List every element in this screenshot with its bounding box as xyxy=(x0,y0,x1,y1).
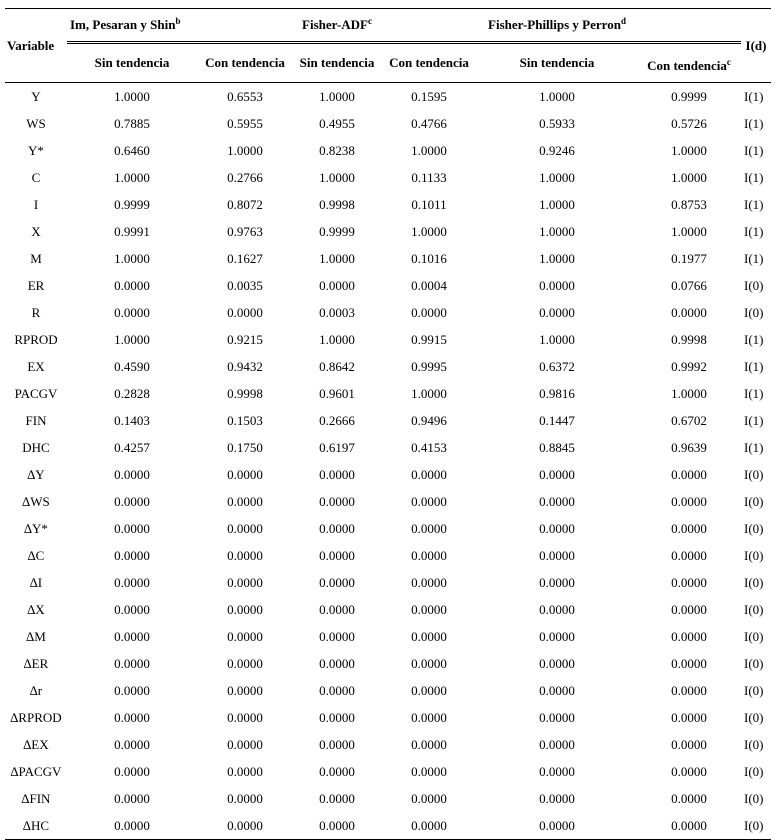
cell-variable: ∆r xyxy=(29,682,43,698)
cell-pp-con: 0.0000 xyxy=(671,493,707,509)
cell-ips-con: 0.9215 xyxy=(227,331,263,347)
cell-order: I(0) xyxy=(744,601,764,617)
cell-adf-sin: 1.0000 xyxy=(319,88,355,104)
cell-ips-con: 0.6553 xyxy=(227,88,263,104)
table-row xyxy=(5,677,771,704)
cell-order: I(1) xyxy=(744,358,764,374)
cell-ips-sin: 0.0000 xyxy=(114,304,150,320)
header-group-ips-label: Im, Pesaran y Shin xyxy=(70,17,176,32)
header-group-adf-sup: c xyxy=(367,16,372,26)
cell-adf-sin: 0.9999 xyxy=(319,223,355,239)
cell-variable: ∆HC xyxy=(5,812,67,840)
table-row xyxy=(5,650,771,677)
cell-variable: ∆FIN xyxy=(21,790,51,806)
cell-adf-sin: 0.9601 xyxy=(319,385,355,401)
cell-order: I(1) xyxy=(744,412,764,428)
table-row xyxy=(5,704,771,731)
cell-variable: I xyxy=(33,196,39,212)
table-row xyxy=(5,272,771,299)
cell-ips-con: 0.0000 xyxy=(227,547,263,563)
cell-ips-con: 0.0000 xyxy=(227,709,263,725)
table-row xyxy=(5,353,771,380)
cell-variable: ∆EX xyxy=(23,736,49,752)
header-row-sub xyxy=(5,44,771,83)
cell-adf-con: 0.0000 xyxy=(411,736,447,752)
table-row xyxy=(5,488,771,515)
cell-pp-sin: 0.9816 xyxy=(539,385,575,401)
header-group-ips xyxy=(67,8,197,44)
cell-variable: Y xyxy=(31,88,41,104)
cell-ips-sin: 0.4257 xyxy=(114,439,150,455)
cell-order: I(0) xyxy=(744,655,764,671)
cell-pp-con: 0.9998 xyxy=(671,331,707,347)
cell-order: I(1) xyxy=(744,142,764,158)
cell-ips-sin: 0.0000 xyxy=(114,682,150,698)
cell-ips-sin: 0.9991 xyxy=(114,223,150,239)
cell-pp-sin: 0.0000 xyxy=(539,763,575,779)
cell-variable: RPROD xyxy=(14,331,58,347)
table-row xyxy=(5,542,771,569)
cell-ips-con: 0.8072 xyxy=(227,196,263,212)
cell-adf-con: 0.1016 xyxy=(411,250,447,266)
cell-adf-sin: 0.0000 xyxy=(319,574,355,590)
cell-adf-sin: 0.0000 xyxy=(293,812,381,840)
cell-ips-sin: 1.0000 xyxy=(114,88,150,104)
cell-ips-sin: 0.6460 xyxy=(114,142,150,158)
cell-adf-sin: 0.0000 xyxy=(319,736,355,752)
cell-pp-con: 0.0000 xyxy=(671,547,707,563)
cell-adf-con: 0.0000 xyxy=(411,601,447,617)
header-pp-con-label: Con tendencia xyxy=(647,58,727,73)
cell-order: I(1) xyxy=(744,169,764,185)
cell-pp-sin: 0.0000 xyxy=(539,682,575,698)
cell-variable: ∆WS xyxy=(22,493,50,509)
cell-ips-sin: 0.0000 xyxy=(114,520,150,536)
cell-pp-con: 0.9639 xyxy=(671,439,707,455)
cell-ips-con: 0.0000 xyxy=(227,574,263,590)
cell-variable: PACGV xyxy=(14,385,58,401)
cell-adf-sin: 0.0000 xyxy=(319,655,355,671)
cell-ips-sin: 1.0000 xyxy=(114,250,150,266)
cell-pp-sin: 1.0000 xyxy=(539,169,575,185)
cell-pp-sin: 0.0000 xyxy=(539,520,575,536)
cell-ips-sin: 0.7885 xyxy=(114,115,150,131)
cell-adf-con: 0.0000 xyxy=(411,466,447,482)
table-row xyxy=(5,731,771,758)
cell-ips-con: 1.0000 xyxy=(227,142,263,158)
cell-ips-sin: 0.0000 xyxy=(114,601,150,617)
cell-adf-con: 0.9496 xyxy=(411,412,447,428)
cell-pp-con: 0.8753 xyxy=(671,196,707,212)
cell-variable: M xyxy=(30,250,42,266)
cell-ips-sin: 1.0000 xyxy=(114,169,150,185)
cell-ips-sin: 0.0000 xyxy=(114,763,150,779)
cell-adf-con: 0.9915 xyxy=(411,331,447,347)
table-row xyxy=(5,461,771,488)
cell-pp-sin: 0.5933 xyxy=(539,115,575,131)
cell-ips-sin: 0.0000 xyxy=(114,655,150,671)
cell-order: I(1) xyxy=(744,115,764,131)
cell-adf-sin: 0.0000 xyxy=(319,520,355,536)
cell-adf-sin: 0.0000 xyxy=(319,628,355,644)
cell-order: I(1) xyxy=(744,223,764,239)
cell-ips-sin: 0.1403 xyxy=(114,412,150,428)
cell-pp-sin: 0.0000 xyxy=(539,277,575,293)
cell-order: I(1) xyxy=(744,88,764,104)
cell-adf-con: 0.0000 xyxy=(411,547,447,563)
cell-order: I(1) xyxy=(744,439,764,455)
table-row xyxy=(5,137,771,164)
cell-pp-con: 0.0000 xyxy=(671,736,707,752)
cell-pp-con: 0.9999 xyxy=(671,88,707,104)
cell-adf-con: 0.1011 xyxy=(411,196,447,212)
cell-adf-sin: 1.0000 xyxy=(319,169,355,185)
cell-ips-con: 0.9432 xyxy=(227,358,263,374)
cell-pp-con: 0.0000 xyxy=(671,601,707,617)
cell-pp-sin: 1.0000 xyxy=(539,88,575,104)
cell-pp-sin: 0.0000 xyxy=(539,574,575,590)
cell-pp-sin: 0.0000 xyxy=(539,493,575,509)
header-group-adf xyxy=(293,8,381,44)
cell-adf-sin: 0.6197 xyxy=(319,439,355,455)
table-row xyxy=(5,623,771,650)
cell-adf-con: 0.0004 xyxy=(411,277,447,293)
header-group-pp-gap xyxy=(637,8,741,44)
unit-root-table xyxy=(5,8,771,840)
header-pp-sin: Sin tendencia xyxy=(477,44,637,83)
cell-ips-con: 0.0000 xyxy=(227,655,263,671)
cell-ips-sin: 0.0000 xyxy=(114,547,150,563)
cell-adf-sin: 0.0003 xyxy=(319,304,355,320)
cell-adf-con: 0.4153 xyxy=(411,439,447,455)
cell-ips-sin: 0.0000 xyxy=(114,466,150,482)
cell-variable: DHC xyxy=(22,439,50,455)
cell-adf-sin: 0.8642 xyxy=(319,358,355,374)
cell-ips-sin: 0.2828 xyxy=(114,385,150,401)
cell-adf-con: 0.4766 xyxy=(411,115,447,131)
cell-adf-con: 0.0000 xyxy=(411,763,447,779)
cell-adf-con: 0.9995 xyxy=(411,358,447,374)
table-row xyxy=(5,191,771,218)
cell-pp-sin: 0.8845 xyxy=(539,439,575,455)
cell-adf-sin: 0.0000 xyxy=(319,493,355,509)
cell-pp-con: 1.0000 xyxy=(671,385,707,401)
cell-adf-con: 0.0000 xyxy=(411,574,447,590)
cell-order: I(1) xyxy=(744,385,764,401)
cell-pp-con: 0.0000 xyxy=(671,682,707,698)
header-adf-con: Con tendencia xyxy=(381,44,477,83)
header-variable: Variable xyxy=(5,8,67,83)
cell-variable: FIN xyxy=(25,412,47,428)
cell-adf-sin: 0.0000 xyxy=(319,790,355,806)
table-row xyxy=(5,218,771,245)
header-pp-con-sup: c xyxy=(726,57,731,67)
cell-variable: WS xyxy=(26,115,46,131)
cell-pp-con: 1.0000 xyxy=(671,223,707,239)
cell-order: I(0) xyxy=(744,709,764,725)
table-header xyxy=(5,8,771,83)
cell-adf-sin: 0.8238 xyxy=(319,142,355,158)
header-ips-con: Con tendencia xyxy=(197,44,293,83)
cell-pp-sin: 0.9246 xyxy=(539,142,575,158)
cell-order: I(0) xyxy=(744,493,764,509)
cell-adf-sin: 0.9998 xyxy=(319,196,355,212)
cell-adf-sin: 0.0000 xyxy=(319,277,355,293)
cell-order: I(0) xyxy=(744,547,764,563)
header-group-pp xyxy=(477,8,637,44)
table-row xyxy=(5,515,771,542)
cell-pp-sin: 1.0000 xyxy=(539,196,575,212)
cell-adf-con: 0.0000 xyxy=(411,493,447,509)
cell-order: I(1) xyxy=(744,250,764,266)
cell-ips-sin: 0.9999 xyxy=(114,196,150,212)
table-row xyxy=(5,407,771,434)
cell-ips-con: 0.0000 xyxy=(227,601,263,617)
cell-adf-sin: 0.0000 xyxy=(319,601,355,617)
table-row xyxy=(5,758,771,785)
cell-pp-con: 0.0000 xyxy=(637,812,741,840)
cell-ips-sin: 0.0000 xyxy=(114,277,150,293)
cell-order: I(0) xyxy=(744,763,764,779)
header-group-adf-label: Fisher-ADF xyxy=(302,17,368,32)
cell-variable: ∆X xyxy=(27,601,45,617)
cell-variable: ∆Y xyxy=(27,466,45,482)
header-group-pp-sup: d xyxy=(620,16,626,26)
cell-pp-con: 0.0000 xyxy=(671,304,707,320)
cell-pp-con: 0.9992 xyxy=(671,358,707,374)
table-row xyxy=(5,569,771,596)
cell-adf-sin: 1.0000 xyxy=(319,250,355,266)
header-group-ips-sup: b xyxy=(175,16,181,26)
cell-pp-sin: 0.6372 xyxy=(539,358,575,374)
cell-pp-sin: 1.0000 xyxy=(539,331,575,347)
cell-order: I(0) xyxy=(744,736,764,752)
cell-variable: ER xyxy=(27,277,45,293)
cell-pp-sin: 0.0000 xyxy=(539,628,575,644)
table-row xyxy=(5,164,771,191)
cell-pp-con: 0.0000 xyxy=(671,466,707,482)
cell-order: I(0) xyxy=(744,304,764,320)
cell-adf-con: 0.0000 xyxy=(411,682,447,698)
cell-pp-con: 0.6702 xyxy=(671,412,707,428)
cell-variable: C xyxy=(31,169,41,185)
header-pp-con xyxy=(637,44,741,83)
cell-order: I(0) xyxy=(744,520,764,536)
header-ips-sin: Sin tendencia xyxy=(67,44,197,83)
cell-pp-con: 0.0000 xyxy=(671,709,707,725)
cell-pp-sin: 0.0000 xyxy=(539,709,575,725)
cell-order: I(0) xyxy=(744,277,764,293)
cell-ips-con: 0.0000 xyxy=(197,812,293,840)
table-row xyxy=(5,596,771,623)
cell-variable: ∆PACGV xyxy=(10,763,62,779)
cell-pp-sin: 1.0000 xyxy=(539,223,575,239)
table-row xyxy=(5,380,771,407)
cell-pp-con: 0.0000 xyxy=(671,520,707,536)
cell-pp-sin: 0.0000 xyxy=(539,466,575,482)
header-group-adf-gap xyxy=(381,8,477,44)
cell-adf-sin: 0.0000 xyxy=(319,682,355,698)
cell-adf-sin: 0.0000 xyxy=(319,709,355,725)
cell-adf-con: 0.1133 xyxy=(411,169,447,185)
cell-adf-con: 0.0000 xyxy=(381,812,477,840)
cell-pp-con: 0.0766 xyxy=(671,277,707,293)
cell-pp-con: 0.0000 xyxy=(671,790,707,806)
cell-order: I(0) xyxy=(744,466,764,482)
table-row xyxy=(5,83,771,110)
table-row xyxy=(5,245,771,272)
table-row xyxy=(5,434,771,461)
cell-ips-con: 0.1627 xyxy=(227,250,263,266)
cell-adf-sin: 0.0000 xyxy=(319,547,355,563)
cell-ips-con: 0.0000 xyxy=(227,736,263,752)
cell-ips-sin: 0.0000 xyxy=(114,709,150,725)
cell-pp-sin: 0.0000 xyxy=(539,790,575,806)
cell-variable: X xyxy=(31,223,41,239)
cell-adf-con: 1.0000 xyxy=(411,142,447,158)
cell-adf-con: 1.0000 xyxy=(411,223,447,239)
cell-variable: ∆Y* xyxy=(24,520,48,536)
cell-ips-sin: 0.4590 xyxy=(114,358,150,374)
cell-order: I(0) xyxy=(741,812,771,840)
cell-ips-sin: 0.0000 xyxy=(114,574,150,590)
cell-ips-con: 0.0000 xyxy=(227,520,263,536)
cell-adf-con: 0.0000 xyxy=(411,304,447,320)
table-row xyxy=(5,110,771,137)
cell-adf-sin: 0.0000 xyxy=(319,763,355,779)
cell-ips-con: 0.0000 xyxy=(227,763,263,779)
header-group-ips-gap xyxy=(197,8,293,44)
cell-pp-sin: 0.1447 xyxy=(539,412,575,428)
cell-adf-con: 0.0000 xyxy=(411,790,447,806)
cell-pp-con: 0.0000 xyxy=(671,763,707,779)
cell-ips-con: 0.0035 xyxy=(227,277,263,293)
table-body xyxy=(5,83,771,840)
cell-order: I(0) xyxy=(744,574,764,590)
cell-ips-con: 0.0000 xyxy=(227,304,263,320)
cell-adf-con: 0.0000 xyxy=(411,709,447,725)
cell-variable: R xyxy=(31,304,41,320)
cell-variable: ∆ER xyxy=(23,655,49,671)
cell-order: I(0) xyxy=(744,628,764,644)
cell-ips-con: 0.0000 xyxy=(227,790,263,806)
cell-variable: EX xyxy=(27,358,45,374)
cell-ips-con: 0.2766 xyxy=(227,169,263,185)
cell-pp-con: 1.0000 xyxy=(671,142,707,158)
cell-ips-con: 0.0000 xyxy=(227,628,263,644)
table-row xyxy=(5,785,771,812)
table-row xyxy=(5,812,771,840)
cell-ips-con: 0.9763 xyxy=(227,223,263,239)
cell-pp-sin: 0.0000 xyxy=(539,601,575,617)
cell-order: I(1) xyxy=(744,196,764,212)
cell-pp-con: 0.0000 xyxy=(671,655,707,671)
table-row xyxy=(5,326,771,353)
cell-adf-con: 0.0000 xyxy=(411,655,447,671)
cell-ips-con: 0.0000 xyxy=(227,682,263,698)
cell-variable: ∆M xyxy=(26,628,46,644)
cell-adf-con: 0.0000 xyxy=(411,520,447,536)
cell-order: I(0) xyxy=(744,682,764,698)
cell-ips-sin: 0.0000 xyxy=(67,812,197,840)
cell-adf-sin: 1.0000 xyxy=(319,331,355,347)
cell-pp-sin: 0.0000 xyxy=(477,812,637,840)
cell-pp-con: 0.0000 xyxy=(671,628,707,644)
cell-pp-sin: 0.0000 xyxy=(539,736,575,752)
cell-ips-con: 0.9998 xyxy=(227,385,263,401)
cell-adf-sin: 0.0000 xyxy=(319,466,355,482)
cell-adf-con: 0.1595 xyxy=(411,88,447,104)
cell-adf-con: 0.0000 xyxy=(411,628,447,644)
table-row xyxy=(5,299,771,326)
cell-variable: ∆C xyxy=(27,547,45,563)
cell-variable: ∆I xyxy=(29,574,43,590)
cell-adf-sin: 0.2666 xyxy=(319,412,355,428)
cell-ips-sin: 0.0000 xyxy=(114,493,150,509)
cell-pp-sin: 0.0000 xyxy=(539,547,575,563)
cell-order: I(1) xyxy=(744,331,764,347)
cell-pp-con: 0.5726 xyxy=(671,115,707,131)
cell-ips-con: 0.1750 xyxy=(227,439,263,455)
cell-pp-con: 0.0000 xyxy=(671,574,707,590)
cell-ips-sin: 0.0000 xyxy=(114,736,150,752)
cell-pp-con: 0.1977 xyxy=(671,250,707,266)
header-row-groups xyxy=(5,8,771,44)
cell-adf-sin: 0.4955 xyxy=(319,115,355,131)
cell-pp-con: 1.0000 xyxy=(671,169,707,185)
header-group-pp-label: Fisher-Phillips y Perron xyxy=(488,17,621,32)
cell-pp-sin: 1.0000 xyxy=(539,250,575,266)
cell-order: I(0) xyxy=(744,790,764,806)
cell-pp-sin: 0.0000 xyxy=(539,655,575,671)
header-adf-sin: Sin tendencia xyxy=(293,44,381,83)
cell-ips-sin: 1.0000 xyxy=(114,331,150,347)
cell-variable: ∆RPROD xyxy=(10,709,62,725)
cell-ips-con: 0.0000 xyxy=(227,466,263,482)
cell-variable: Y* xyxy=(28,142,44,158)
header-order: I(d) xyxy=(741,8,771,83)
cell-ips-con: 0.1503 xyxy=(227,412,263,428)
cell-ips-sin: 0.0000 xyxy=(114,628,150,644)
cell-pp-sin: 0.0000 xyxy=(539,304,575,320)
cell-ips-con: 0.5955 xyxy=(227,115,263,131)
cell-ips-sin: 0.0000 xyxy=(114,790,150,806)
cell-adf-con: 1.0000 xyxy=(411,385,447,401)
cell-ips-con: 0.0000 xyxy=(227,493,263,509)
